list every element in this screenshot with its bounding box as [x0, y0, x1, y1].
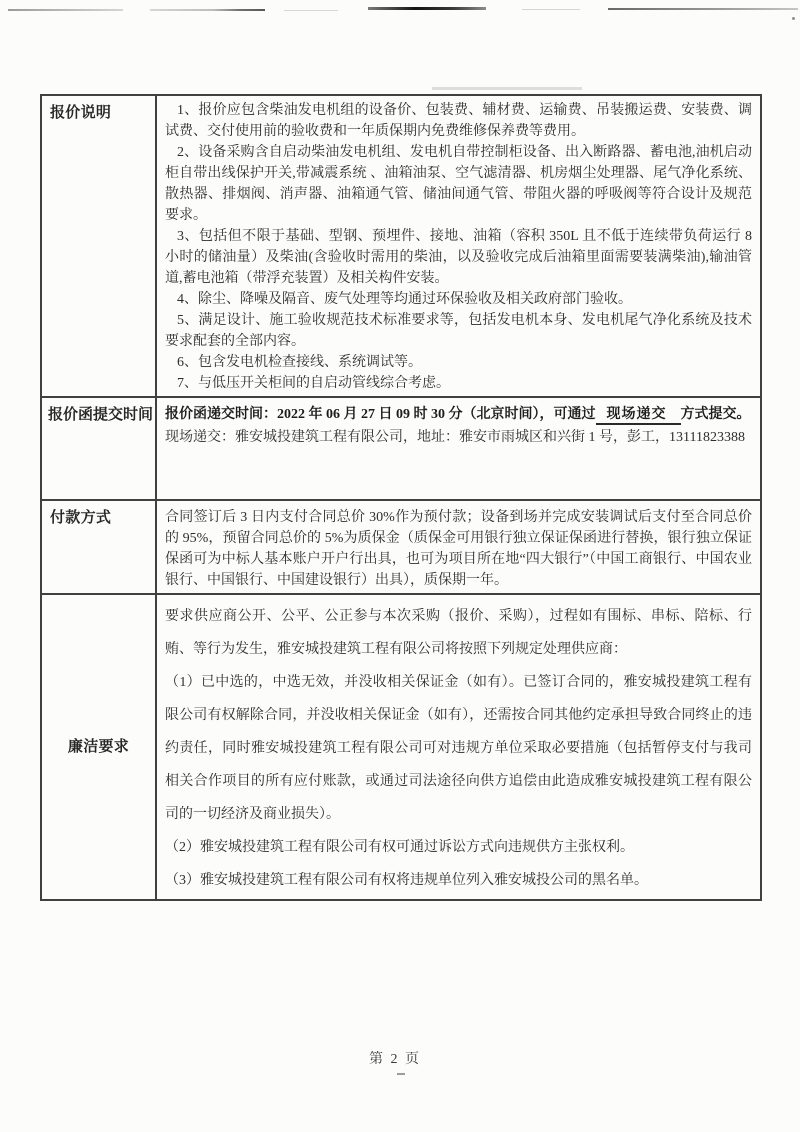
- quotation-info-table: [40, 94, 762, 901]
- scan-artifact-line: [368, 7, 486, 10]
- scan-artifact-line: [608, 8, 798, 10]
- integrity-paragraph-3: （3）雅安城投建筑工程有限公司有权将违规单位列入雅安城投公司的黑名单。: [165, 873, 648, 888]
- payment-terms-content: [156, 500, 761, 594]
- row-submission-time: [41, 397, 761, 500]
- label-payment-terms: 付款方式: [41, 500, 156, 594]
- scan-artifact-smudge: [432, 87, 582, 90]
- submission-address-line: 现场递交：雅安城投建筑工程有限公司，地址：雅安市雨城区和兴街 1 号，彭工，13111823388: [165, 430, 745, 445]
- row-payment-terms: [41, 500, 761, 594]
- integrity-paragraph-intro: 要求供应商公开、公平、公正参与本次采购（报价、采购），过程如有围标、串标、陪标、行贿、等行为发生，雅安城投建筑工程有限公司将按照下列规定处理供应商：: [165, 609, 752, 657]
- quote-note-item-2: 2、设备采购含自启动柴油发电机组、发电机自带控制柜设备、出入断路器、蓄电池,油机启动柜自带出线保护开关,带减震系统 、油箱油泵、空气滤清器、机房烟尘处理器、尾气净化系统、散热器、排烟阀、消声器、油箱通气管、储油间通气管、带阻火器的呼吸阀等符合设计及规范要求。: [165, 145, 752, 223]
- row-quote-notes: [41, 95, 761, 397]
- scan-artifact-line: [522, 9, 580, 10]
- quote-note-item-7: 7、与低压开关柜间的自启动管线综合考虑。: [177, 376, 450, 391]
- row-integrity-requirements: [41, 594, 761, 900]
- page-number: 第 2 页: [369, 1052, 421, 1067]
- quote-note-item-4: 4、除尘、降噪及隔音、废气处理等均通过环保验收及相关政府部门验收。: [177, 292, 632, 307]
- submission-deadline-suffix: 方式提交。: [680, 407, 751, 422]
- submission-deadline-prefix: 报价函递交时间：2022 年 06 月 27 日 09 时 30 分（北京时间），可通过: [165, 407, 596, 422]
- quote-note-item-3: 3、包括但不限于基础、型钢、预埋件、接地、油箱（容积 350L 且不低于连续带负荷运行 8 小时的储油量）及柴油(含验收时需用的柴油，以及验收完成后油箱里面需要装满柴油),输油管道,蓄电池箱（带浮充装置）及相关构件安装。: [165, 229, 752, 286]
- label-integrity-requirements: 廉洁要求: [41, 594, 156, 900]
- footer-dash-mark: [397, 1073, 405, 1075]
- label-submission-time: 报价函提交时间: [41, 397, 156, 500]
- quote-notes-content: [156, 95, 761, 397]
- payment-terms-text: 合同签订后 3 日内支付合同总价 30%作为预付款；设备到场并完成安装调试后支付至合同总价的 95%，预留合同总价的 5%为质保金（质保金可用银行独立保证保函进行替换，银行独立保证保函可为中标人基本账户开户行出具，也可为项目所在地“四大银行”（中国工商银行、中国农业银行、中国银行、中国建设银行）出具），质保期一年。: [165, 510, 752, 588]
- integrity-paragraph-1: （1）已中选的，中选无效，并没收相关保证金（如有）。已签订合同的，雅安城投建筑工程有限公司有权解除合同，并没收相关保证金（如有），还需按合同其他约定承担导致合同终止的违约责任，同时雅安城投建筑工程有限公司可对违规方单位采取必要措施（包括暂停支付与我司相关合作项目的所有应付账款，或通过司法途径向供方追偿由此造成雅安城投建筑工程有限公司的一切经济及商业损失）。: [165, 675, 752, 822]
- integrity-paragraph-2: （2）雅安城投建筑工程有限公司有权可通过诉讼方式向违规供方主张权利。: [165, 840, 634, 855]
- integrity-requirements-content: [156, 594, 761, 900]
- quote-note-item-6: 6、包含发电机检查接线、系统调试等。: [177, 355, 422, 370]
- scan-artifact-line: [150, 9, 265, 11]
- label-quote-notes: 报价说明: [41, 95, 156, 397]
- scan-artifact-dot: [792, 17, 795, 20]
- quote-note-item-1: 1、报价应包含柴油发电机组的设备价、包装费、辅材费、运输费、吊装搬运费、安装费、调试费、交付使用前的验收费和一年质保期内免费维修保养费等费用。: [165, 103, 752, 139]
- quote-note-item-5: 5、满足设计、施工验收规范技术标准要求等，包括发电机本身、发电机尾气净化系统及技术要求配套的全部内容。: [165, 313, 752, 349]
- submission-method-underlined: 现场递交: [596, 407, 681, 425]
- scan-artifact-line: [284, 10, 338, 11]
- submission-time-content: [156, 397, 761, 500]
- submission-deadline-line: [165, 403, 752, 426]
- scan-artifact-line: [8, 9, 123, 11]
